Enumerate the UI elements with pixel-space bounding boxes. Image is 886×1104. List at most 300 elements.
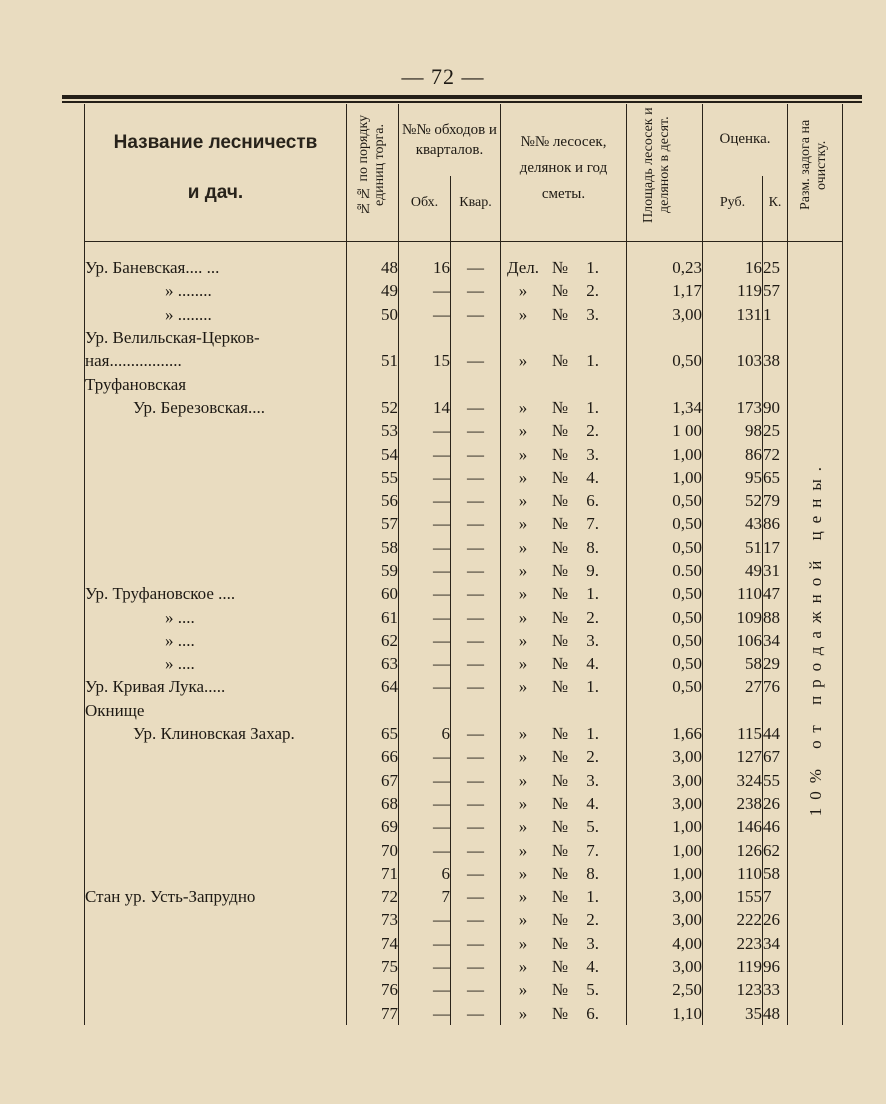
cell-rub: 16 [703,256,763,279]
table-row [85,745,843,768]
lesoseka-sign: » [518,584,528,604]
cell-obhod: — [399,838,451,861]
cell-lot-number: 55 [347,466,399,489]
cell-kop: 86 [763,512,788,535]
lesoseka-no: № [551,561,569,580]
lesoseka-sign: » [518,351,528,371]
cell-forestry-name: ная................. [85,349,347,372]
cell-forestry-name [85,792,347,815]
cell-lesoseka [501,442,627,465]
cell-forestry-name [85,978,347,1001]
cell-kvartal: — [451,442,501,465]
cell-kvartal: — [451,512,501,535]
lesoseka-no: № [551,304,569,324]
cell-obhod: — [399,815,451,838]
cell-rub: 223 [703,932,763,955]
lesoseka-no: № [551,677,569,697]
table-row [85,838,843,861]
lesoseka-n: 8. [586,863,599,883]
cell-kop: 48 [763,1002,788,1025]
cell-forestry-name [85,466,347,489]
cell-obhod: — [399,978,451,1001]
cell-lesoseka [501,792,627,815]
cell-kop: 76 [763,675,788,698]
table-row [85,442,843,465]
lesoseka-sign: » [518,887,528,907]
cell-rub: 155 [703,885,763,908]
cell-kvartal: — [451,629,501,652]
table-row [85,699,843,722]
cell-kvartal: — [451,652,501,675]
cell-lot-number: 57 [347,512,399,535]
cell-kvartal: — [451,303,501,326]
cell-kop: 96 [763,955,788,978]
cell-rub [703,699,763,722]
lesoseka-no: № [551,351,569,371]
cell-area: 0,50 [627,675,703,698]
forestry-sales-table [84,104,843,1025]
cell-kvartal: — [451,722,501,745]
lesoseka-n: 1. [586,397,599,417]
lesoseka-n: 1. [586,724,599,744]
cell-lot-number [347,699,399,722]
lesoseka-no: № [551,584,569,604]
cell-lot-number: 75 [347,955,399,978]
table-row [85,512,843,535]
cell-kvartal: — [451,466,501,489]
cell-kvartal: — [451,815,501,838]
cell-forestry-name: Стан ур. Усть-Запрудно [85,885,347,908]
cell-forestry-name [85,419,347,442]
table-row [85,396,843,419]
lesoseka-no: № [551,258,569,278]
cell-area: 0,50 [627,605,703,628]
lesoseka-n: 1. [586,677,599,697]
lesoseka-n: 3. [586,444,599,464]
cell-rub: 43 [703,512,763,535]
cell-area: 1,00 [627,862,703,885]
lesoseka-no: № [551,863,569,883]
lesoseka-no: № [551,514,569,534]
cell-area [627,699,703,722]
lesoseka-no: № [551,724,569,744]
cell-lesoseka [501,978,627,1001]
cell-lesoseka [501,838,627,861]
cell-area: 1,10 [627,1002,703,1025]
cell-lesoseka [501,955,627,978]
table-row [85,349,843,372]
cell-area: 3,00 [627,303,703,326]
cell-area: 1,17 [627,279,703,302]
cell-obhod: — [399,955,451,978]
lesoseka-sign: » [518,444,528,464]
cell-forestry-name: Окнище [85,699,347,722]
lesoseka-sign: » [518,561,528,580]
cell-lesoseka [501,256,627,279]
cell-kop: 34 [763,932,788,955]
lesoseka-no: № [551,980,569,1000]
table-row [85,629,843,652]
cell-lot-number: 67 [347,769,399,792]
cell-lot-number: 58 [347,536,399,559]
cell-kop [763,372,788,395]
cell-lot-number: 50 [347,303,399,326]
lesoseka-no: № [551,630,569,650]
cell-forestry-name [85,489,347,512]
cell-forestry-name: » ........ [85,303,347,326]
cell-rub: 115 [703,722,763,745]
cell-lesoseka [501,722,627,745]
cell-lesoseka [501,326,627,349]
cell-kop: 90 [763,396,788,419]
table-row [85,466,843,489]
cell-obhod: 6 [399,862,451,885]
cell-kop: 7 [763,885,788,908]
cell-kvartal: — [451,489,501,512]
cell-kvartal [451,372,501,395]
cell-rub: 146 [703,815,763,838]
lesoseka-sign: » [518,397,528,417]
cell-rub: 110 [703,582,763,605]
lesoseka-n: 4. [586,957,599,977]
cell-lesoseka [501,536,627,559]
cell-lesoseka [501,908,627,931]
header-lot-number: №№ по порядку единиц торга. [347,104,399,231]
cell-lot-number: 65 [347,722,399,745]
lesoseka-sign: » [518,537,528,557]
cell-kop: 25 [763,256,788,279]
cell-kvartal: — [451,559,501,582]
table-row [85,675,843,698]
cell-lot-number: 73 [347,908,399,931]
cell-rub: 106 [703,629,763,652]
cell-kop: 46 [763,815,788,838]
cell-kop: 33 [763,978,788,1001]
lesoseka-sign: » [518,607,528,627]
cell-rub: 119 [703,955,763,978]
cell-area: 0,23 [627,256,703,279]
cell-rub: 110 [703,862,763,885]
cell-lesoseka [501,769,627,792]
lesoseka-n: 2. [586,421,599,441]
cell-kop: 34 [763,629,788,652]
lesoseka-sign: » [518,933,528,953]
cell-forestry-name [85,932,347,955]
cell-obhod [399,372,451,395]
cell-lesoseka [501,559,627,582]
cell-rub: 238 [703,792,763,815]
cell-kop: 55 [763,769,788,792]
header-rule [62,95,862,99]
lesoseka-sign: » [518,1003,528,1023]
lesoseka-n: 5. [586,817,599,837]
header-pledge: Разм. задога на очистку. [788,104,843,231]
cell-forestry-name: » .... [85,605,347,628]
table-row [85,862,843,885]
lesoseka-no: № [551,467,569,487]
cell-area: 3,00 [627,745,703,768]
lesoseka-no: № [551,654,569,674]
cell-obhod: — [399,512,451,535]
cell-lot-number: 62 [347,629,399,652]
cell-rub [703,326,763,349]
table-row [85,885,843,908]
cell-forestry-name [85,769,347,792]
lesoseka-no: № [551,793,569,813]
cell-kop: 26 [763,908,788,931]
cell-obhod: — [399,466,451,489]
cell-forestry-name [85,955,347,978]
cell-area: 1,66 [627,722,703,745]
table-row [85,1002,843,1025]
table-row [85,932,843,955]
cell-kvartal: — [451,955,501,978]
cell-kop: 47 [763,582,788,605]
lesoseka-sign: Дел. [506,258,540,278]
cell-lesoseka [501,582,627,605]
cell-kop: 58 [763,862,788,885]
lesoseka-n: 1. [586,351,599,371]
cell-lot-number [347,326,399,349]
cell-kvartal: — [451,349,501,372]
cell-kop: 44 [763,722,788,745]
lesoseka-no: № [551,607,569,627]
cell-kop: 38 [763,349,788,372]
pledge-note: 10% от продажной цены. [805,458,825,817]
cell-kvartal: — [451,932,501,955]
header-name: Название лесничеств и дач. [85,104,347,231]
lesoseka-no: № [551,933,569,953]
lesoseka-sign: » [518,770,528,790]
lesoseka-sign: » [518,724,528,744]
cell-kvartal: — [451,745,501,768]
cell-pledge-note [788,256,843,1025]
cell-obhod [399,699,451,722]
cell-lesoseka [501,699,627,722]
lesoseka-sign: » [518,863,528,883]
cell-lot-number: 77 [347,1002,399,1025]
cell-area: 1,00 [627,838,703,861]
table-row [85,605,843,628]
cell-area: 0,50 [627,512,703,535]
header-kop: К. [763,176,788,231]
cell-forestry-name [85,908,347,931]
cell-area: 1,34 [627,396,703,419]
cell-lot-number: 51 [347,349,399,372]
cell-lot-number: 66 [347,745,399,768]
cell-lot-number: 68 [347,792,399,815]
header-kvar: Квар. [451,176,501,231]
cell-area: 3,00 [627,908,703,931]
cell-lesoseka [501,629,627,652]
cell-obhod: — [399,419,451,442]
table-row [85,279,843,302]
lesoseka-sign: » [518,304,528,324]
cell-obhod: — [399,1002,451,1025]
cell-obhod: 7 [399,885,451,908]
cell-area: 1,00 [627,815,703,838]
cell-lot-number: 61 [347,605,399,628]
header-obhod-kvartal: №№ обходов и кварталов. [399,104,501,176]
cell-lesoseka [501,1002,627,1025]
lesoseka-sign: » [518,281,528,301]
cell-kvartal: — [451,978,501,1001]
lesoseka-n: 4. [586,467,599,487]
cell-kvartal: — [451,256,501,279]
cell-lesoseka [501,932,627,955]
cell-kvartal: — [451,769,501,792]
lesoseka-n: 5. [586,980,599,1000]
cell-forestry-name [85,442,347,465]
lesoseka-n: 7. [586,514,599,534]
table-row [85,256,843,279]
cell-lot-number: 52 [347,396,399,419]
table-row [85,815,843,838]
cell-lot-number: 63 [347,652,399,675]
cell-kvartal [451,326,501,349]
cell-lesoseka [501,745,627,768]
cell-obhod: — [399,792,451,815]
cell-rub: 52 [703,489,763,512]
page-number: — 72 — [401,64,485,89]
lesoseka-sign: » [518,630,528,650]
lesoseka-n: 6. [586,1003,599,1023]
cell-kop: 31 [763,559,788,582]
header-lesosek: №№ лесосек, делянок и год сметы. [501,104,627,231]
table-row [85,792,843,815]
header-rub: Руб. [703,176,763,231]
cell-lot-number: 71 [347,862,399,885]
cell-rub: 58 [703,652,763,675]
cell-obhod: — [399,932,451,955]
cell-rub: 173 [703,396,763,419]
lesoseka-n: 2. [586,910,599,930]
cell-obhod: — [399,279,451,302]
cell-kvartal: — [451,862,501,885]
cell-rub: 86 [703,442,763,465]
cell-kvartal [451,699,501,722]
lesoseka-no: № [551,770,569,790]
cell-lesoseka [501,815,627,838]
lesoseka-n: 2. [586,607,599,627]
cell-area: 1 00 [627,419,703,442]
cell-obhod: — [399,605,451,628]
cell-kvartal: — [451,1002,501,1025]
table-row [85,489,843,512]
cell-kvartal: — [451,279,501,302]
table-row [85,372,843,395]
cell-area: 0.50 [627,559,703,582]
cell-lesoseka [501,349,627,372]
header-obh: Обх. [399,176,451,231]
cell-kop: 17 [763,536,788,559]
cell-lesoseka [501,862,627,885]
cell-rub: 127 [703,745,763,768]
cell-lot-number: 60 [347,582,399,605]
cell-forestry-name: Ур. Кривая Лука..... [85,675,347,698]
table-row [85,326,843,349]
cell-forestry-name [85,536,347,559]
cell-area: 0,50 [627,489,703,512]
table-row [85,303,843,326]
cell-lot-number [347,372,399,395]
lesoseka-n: 1. [586,258,599,278]
cell-rub: 126 [703,838,763,861]
cell-area: 0,50 [627,582,703,605]
cell-rub: 119 [703,279,763,302]
lesoseka-no: № [551,491,569,511]
lesoseka-n: 3. [586,304,599,324]
cell-lot-number: 48 [347,256,399,279]
lesoseka-n: 7. [586,840,599,860]
lesoseka-n: 6. [586,491,599,511]
cell-lesoseka [501,396,627,419]
cell-obhod: — [399,303,451,326]
cell-lot-number: 74 [347,932,399,955]
lesoseka-no: № [551,444,569,464]
lesoseka-no: № [551,817,569,837]
cell-area: 0,50 [627,652,703,675]
cell-obhod: — [399,908,451,931]
cell-lot-number: 56 [347,489,399,512]
lesoseka-n: 3. [586,770,599,790]
cell-forestry-name [85,862,347,885]
lesoseka-no: № [551,537,569,557]
cell-lesoseka [501,652,627,675]
cell-rub: 109 [703,605,763,628]
lesoseka-no: № [551,281,569,301]
cell-forestry-name [85,745,347,768]
cell-lot-number: 72 [347,885,399,908]
cell-area: 3,00 [627,955,703,978]
lesoseka-sign: » [518,793,528,813]
cell-kvartal: — [451,885,501,908]
lesoseka-no: № [551,957,569,977]
header-rule-thin [62,101,862,103]
cell-kvartal: — [451,908,501,931]
cell-lesoseka [501,372,627,395]
lesoseka-sign: » [518,467,528,487]
lesoseka-n: 9. [586,561,599,580]
lesoseka-no: № [551,887,569,907]
cell-lesoseka [501,675,627,698]
cell-forestry-name: Ур. Баневская.... ... [85,256,347,279]
table-row [85,955,843,978]
lesoseka-sign: » [518,840,528,860]
cell-lot-number: 70 [347,838,399,861]
cell-kop: 62 [763,838,788,861]
lesoseka-n: 3. [586,630,599,650]
cell-area [627,326,703,349]
cell-forestry-name: » .... [85,652,347,675]
cell-lot-number: 64 [347,675,399,698]
cell-obhod: — [399,675,451,698]
cell-forestry-name [85,559,347,582]
cell-area: 0,50 [627,536,703,559]
cell-kvartal: — [451,675,501,698]
table-row [85,978,843,1001]
cell-area: 1,00 [627,442,703,465]
cell-kop: 26 [763,792,788,815]
cell-rub: 49 [703,559,763,582]
table-row [85,536,843,559]
cell-lesoseka [501,489,627,512]
cell-forestry-name [85,1002,347,1025]
lesoseka-n: 4. [586,654,599,674]
lesoseka-n: 8. [586,537,599,557]
table-row [85,652,843,675]
header-otsenka: Оценка. [703,104,788,176]
